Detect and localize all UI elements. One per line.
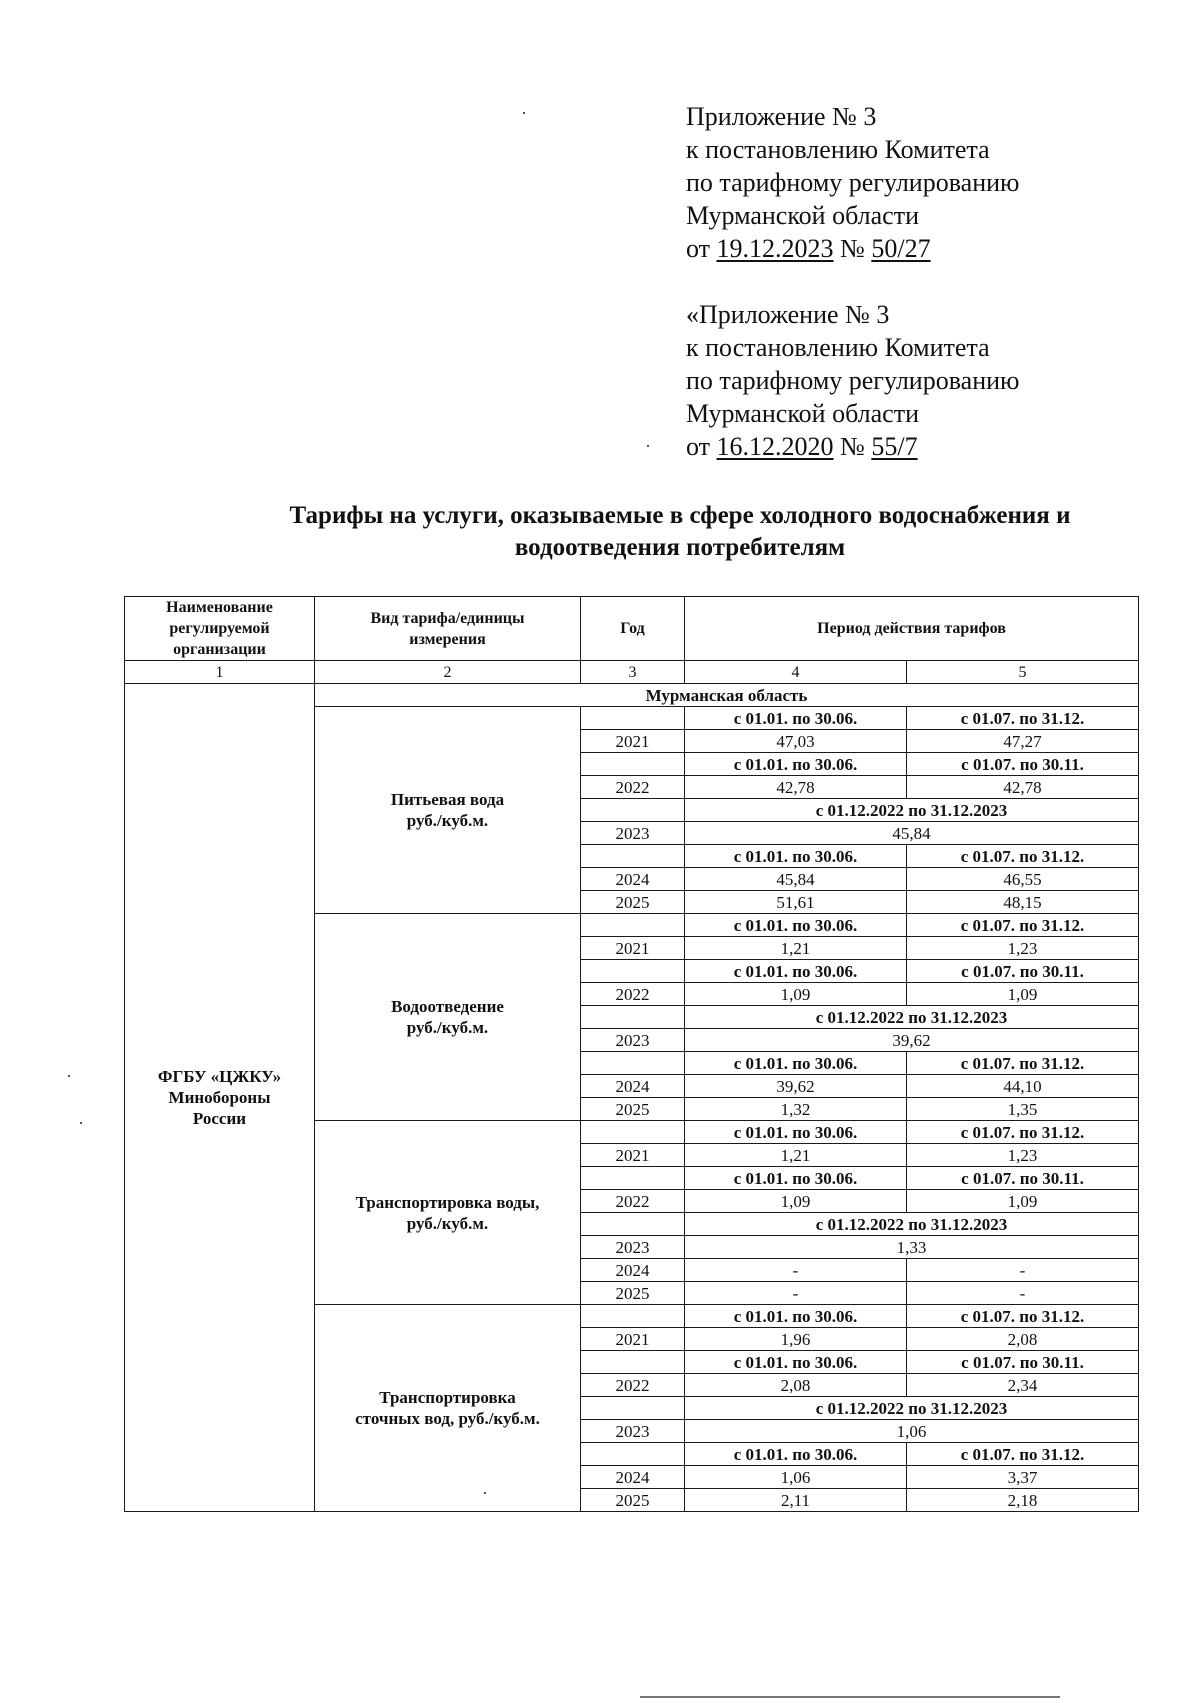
tariff-value-h2: 44,10 (907, 1075, 1139, 1098)
column-number: 5 (907, 661, 1139, 684)
tariff-kind-cell: Транспортировка воды, руб./куб.м. (315, 1121, 581, 1305)
column-number: 3 (581, 661, 685, 684)
year-cell: 2023 (581, 1420, 685, 1443)
quoted-resolution-label: к постановлению Комитета (686, 333, 990, 362)
tariff-value-h2: 47,27 (907, 730, 1139, 753)
quoted-committee-label: по тарифному регулированию (686, 366, 1020, 395)
header-org-cell: Наименование регулируемой организации (125, 597, 315, 661)
tariff-value-h1: 45,84 (685, 868, 907, 891)
period-end-cell: с 01.07. по 31.12. (907, 1121, 1139, 1144)
year-cell (581, 799, 685, 822)
year-cell: 2022 (581, 1374, 685, 1397)
period-end-cell: с 01.07. по 31.12. (907, 914, 1139, 937)
document-title (120, 500, 1200, 564)
column-number-row (125, 661, 1139, 684)
column-number: 4 (685, 661, 907, 684)
tariff-value-h1: 1,09 (685, 1190, 907, 1213)
period-span-cell: с 01.12.2022 по 31.12.2023 (685, 1397, 1139, 1420)
appendix-label: Приложение № 3 (686, 102, 877, 131)
scan-speck (523, 112, 525, 114)
header-kind-cell: Вид тарифа/единицы измерения (315, 597, 581, 661)
year-cell: 2025 (581, 1489, 685, 1512)
resolution-date: 19.12.2023 (716, 234, 834, 263)
year-cell (581, 1052, 685, 1075)
period-start-cell: с 01.01. по 30.06. (685, 1351, 907, 1374)
period-end-cell: с 01.07. по 31.12. (907, 1305, 1139, 1328)
year-cell: 2021 (581, 730, 685, 753)
tariff-value-span: 1,33 (685, 1236, 1139, 1259)
period-end-cell: с 01.07. по 30.11. (907, 1167, 1139, 1190)
period-end-cell: с 01.07. по 31.12. (907, 1052, 1139, 1075)
region-row (125, 684, 1139, 707)
number-sign: № (840, 234, 865, 263)
tariff-value-h1: - (685, 1259, 907, 1282)
period-start-cell: с 01.01. по 30.06. (685, 1167, 907, 1190)
year-cell: 2024 (581, 1466, 685, 1489)
year-cell (581, 1167, 685, 1190)
period-end-cell: с 01.07. по 31.12. (907, 707, 1139, 730)
region-cell: Мурманская область (315, 684, 1139, 707)
year-cell: 2023 (581, 822, 685, 845)
period-span-cell: с 01.12.2022 по 31.12.2023 (685, 1006, 1139, 1029)
tariff-value-h1: 47,03 (685, 730, 907, 753)
year-cell (581, 707, 685, 730)
year-cell (581, 914, 685, 937)
year-cell (581, 1397, 685, 1420)
year-cell (581, 845, 685, 868)
title-line-2: водоотведения потребителям (514, 534, 846, 561)
tariff-value-h1: 39,62 (685, 1075, 907, 1098)
tariff-value-h1: 51,61 (685, 891, 907, 914)
tariff-kind-cell: Питьевая вода руб./куб.м. (315, 707, 581, 914)
tariff-value-h2: 1,09 (907, 983, 1139, 1006)
year-cell: 2023 (581, 1236, 685, 1259)
year-cell (581, 1443, 685, 1466)
tariff-value-span: 1,06 (685, 1420, 1139, 1443)
year-cell: 2025 (581, 1282, 685, 1305)
tariff-value-h1: 42,78 (685, 776, 907, 799)
scan-speck (484, 1492, 486, 1494)
region-label: Мурманской области (686, 201, 919, 230)
year-cell (581, 1305, 685, 1328)
quoted-resolution-date-line (686, 430, 1166, 463)
period-end-cell: с 01.07. по 30.11. (907, 1351, 1139, 1374)
resolution-label: к постановлению Комитета (686, 135, 990, 164)
period-span-cell: с 01.12.2022 по 31.12.2023 (685, 799, 1139, 822)
year-cell: 2025 (581, 891, 685, 914)
tariff-value-h1: 1,06 (685, 1466, 907, 1489)
tariff-value-h2: 48,15 (907, 891, 1139, 914)
tariff-value-span: 39,62 (685, 1029, 1139, 1052)
period-start-cell: с 01.01. по 30.06. (685, 1443, 907, 1466)
year-cell: 2023 (581, 1029, 685, 1052)
period-start-cell: с 01.01. по 30.06. (685, 1305, 907, 1328)
tariff-value-h1: 2,08 (685, 1374, 907, 1397)
year-cell: 2022 (581, 983, 685, 1006)
bottom-rule (640, 1696, 1060, 1698)
tariff-value-h2: 46,55 (907, 868, 1139, 891)
tariff-value-h2: 2,18 (907, 1489, 1139, 1512)
organization-cell: ФГБУ «ЦЖКУ» Минобороны России (125, 684, 315, 1512)
year-cell (581, 1213, 685, 1236)
tariff-value-h1: 2,11 (685, 1489, 907, 1512)
period-end-cell: с 01.07. по 30.11. (907, 960, 1139, 983)
period-start-cell: с 01.01. по 30.06. (685, 1052, 907, 1075)
year-cell: 2024 (581, 1075, 685, 1098)
scan-speck (68, 1075, 70, 1077)
year-cell: 2022 (581, 1190, 685, 1213)
period-end-cell: с 01.07. по 31.12. (907, 845, 1139, 868)
period-span-cell: с 01.12.2022 по 31.12.2023 (685, 1213, 1139, 1236)
tariff-value-h2: 42,78 (907, 776, 1139, 799)
tariff-value-h1: 1,21 (685, 1144, 907, 1167)
scan-speck (647, 445, 649, 447)
tariff-value-h2: 2,08 (907, 1328, 1139, 1351)
tariff-value-h2: 3,37 (907, 1466, 1139, 1489)
year-cell: 2021 (581, 1328, 685, 1351)
tariff-value-h2: - (907, 1259, 1139, 1282)
year-cell: 2021 (581, 1144, 685, 1167)
period-end-cell: с 01.07. по 31.12. (907, 1443, 1139, 1466)
year-cell: 2022 (581, 776, 685, 799)
period-start-cell: с 01.01. по 30.06. (685, 753, 907, 776)
title-line-1: Тарифы на услуги, оказываемые в сфере холодного водоснабжения и (289, 502, 1071, 529)
header-block (686, 100, 1166, 463)
quoted-date-prefix: от (686, 432, 711, 461)
quoted-number-sign: № (840, 432, 865, 461)
tariff-value-h1: 1,96 (685, 1328, 907, 1351)
column-number: 2 (315, 661, 581, 684)
tariff-value-h2: 2,34 (907, 1374, 1139, 1397)
period-start-cell: с 01.01. по 30.06. (685, 914, 907, 937)
table-header-row (125, 597, 1139, 661)
quoted-appendix-label: «Приложение № 3 (686, 300, 890, 329)
year-cell: 2025 (581, 1098, 685, 1121)
year-cell (581, 960, 685, 983)
tariff-kind-cell: Транспортировка сточных вод, руб./куб.м. (315, 1305, 581, 1512)
period-start-cell: с 01.01. по 30.06. (685, 845, 907, 868)
quoted-region-label: Мурманской области (686, 399, 919, 428)
tariff-value-h2: 1,23 (907, 937, 1139, 960)
committee-label: по тарифному регулированию (686, 168, 1020, 197)
resolution-number: 50/27 (871, 234, 931, 263)
header-year-cell: Год (581, 597, 685, 661)
quoted-resolution-date: 16.12.2020 (716, 432, 834, 461)
tariff-value-h2: - (907, 1282, 1139, 1305)
tariff-value-span: 45,84 (685, 822, 1139, 845)
period-start-cell: с 01.01. по 30.06. (685, 960, 907, 983)
scan-speck (80, 1122, 82, 1124)
tariff-value-h1: - (685, 1282, 907, 1305)
year-cell (581, 1121, 685, 1144)
resolution-date-line (686, 232, 1166, 265)
period-start-cell: с 01.01. по 30.06. (685, 1121, 907, 1144)
year-cell (581, 1006, 685, 1029)
tariff-value-h2: 1,09 (907, 1190, 1139, 1213)
year-cell: 2024 (581, 868, 685, 891)
tariff-table (124, 596, 1139, 1512)
quoted-resolution-number: 55/7 (871, 432, 918, 461)
date-prefix: от (686, 234, 711, 263)
year-cell (581, 1351, 685, 1374)
period-end-cell: с 01.07. по 30.11. (907, 753, 1139, 776)
tariff-value-h2: 1,23 (907, 1144, 1139, 1167)
tariff-value-h1: 1,09 (685, 983, 907, 1006)
header-period-cell: Период действия тарифов (685, 597, 1139, 661)
period-start-cell: с 01.01. по 30.06. (685, 707, 907, 730)
tariff-value-h1: 1,32 (685, 1098, 907, 1121)
tariff-value-h1: 1,21 (685, 937, 907, 960)
year-cell: 2021 (581, 937, 685, 960)
year-cell: 2024 (581, 1259, 685, 1282)
column-number: 1 (125, 661, 315, 684)
year-cell (581, 753, 685, 776)
tariff-value-h2: 1,35 (907, 1098, 1139, 1121)
tariff-kind-cell: Водоотведение руб./куб.м. (315, 914, 581, 1121)
